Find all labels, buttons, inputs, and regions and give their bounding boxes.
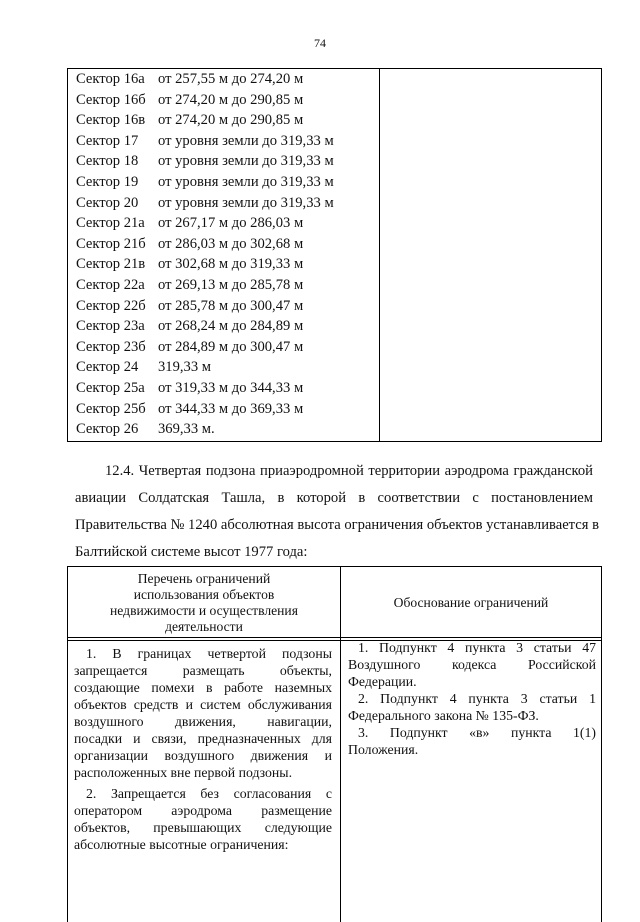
header-justification: Обоснование ограничений <box>393 595 549 610</box>
sector-name: Сектор 18 <box>76 153 139 170</box>
sector-name: Сектор 20 <box>76 194 139 211</box>
sector-height: от уровня земли до 319,33 м <box>158 153 334 170</box>
sector-height: от 269,13 м до 285,78 м <box>158 277 304 293</box>
sector-height: от 302,68 м до 319,33 м <box>158 256 304 273</box>
sector-height: от 274,20 м до 290,85 м <box>158 112 304 129</box>
cell-line: посадки и связи, предназначенных для <box>74 731 332 746</box>
restriction-item-1 <box>74 645 332 781</box>
sector-name: Сектор 22а <box>76 277 145 293</box>
page-number: 74 <box>314 36 326 50</box>
sector-height: от уровня земли до 319,33 м <box>158 174 334 190</box>
header-restrictions <box>74 571 334 635</box>
sector-height: от 284,89 м до 300,47 м <box>158 338 304 355</box>
cell-line: 3. Подпункт «в» пункта 1(1) <box>358 725 596 740</box>
cell-line: расположенных вне первой подзоны. <box>74 765 293 780</box>
paragraph-line: Балтийской системе высот 1977 года: <box>75 544 308 560</box>
paragraph-line: авиации Солдатская Ташла, в которой в соответствии с постановлением <box>75 490 593 506</box>
cell-line: запрещается размещать объекты, <box>74 663 332 678</box>
cell-line: оператором аэродрома размещение <box>74 803 332 818</box>
cell-line: 2. Запрещается без согласования с <box>86 786 332 801</box>
restrictions-table <box>67 566 602 922</box>
cell-line: объектов средств и систем обслуживания <box>74 697 332 712</box>
cell-line: Федерального закона № 135-ФЗ. <box>348 708 539 723</box>
sector-name: Сектор 24 <box>76 359 139 376</box>
table-column-divider <box>379 69 380 441</box>
sector-name: Сектор 16б <box>76 91 146 108</box>
sector-name: Сектор 21в <box>76 256 146 273</box>
sector-name: Сектор 21а <box>76 215 145 232</box>
sector-name: Сектор 19 <box>76 174 139 190</box>
sector-height: 319,33 м <box>158 359 212 376</box>
subzone-paragraph <box>75 458 599 566</box>
sector-height: от 257,55 м до 274,20 м <box>158 71 304 87</box>
sector-name: Сектор 26 <box>76 421 139 438</box>
sector-height: от 268,24 м до 284,89 м <box>158 318 304 335</box>
cell-line: создающие помехи в работе наземных <box>74 680 332 695</box>
sector-name: Сектор 22б <box>76 297 146 314</box>
header-divider <box>68 637 601 638</box>
justification-cell <box>348 639 596 758</box>
cell-line: 1. В границах четвертой подзоны <box>86 646 332 661</box>
cell-line: 1. Подпункт 4 пункта 3 статьи 47 <box>358 640 596 655</box>
sector-name: Сектор 23а <box>76 318 145 335</box>
sector-name: Сектор 21б <box>76 235 146 252</box>
cell-line: воздушного движения, навигации, <box>74 714 332 729</box>
paragraph-line: 12.4. Четвертая подзона приаэродромной территории аэродрома гражданской <box>105 463 593 479</box>
cell-line: 2. Подпункт 4 пункта 3 статьи 1 <box>358 691 596 706</box>
table-column-divider <box>340 567 341 922</box>
header-line: недвижимости и осуществления <box>110 603 298 618</box>
cell-line: Положения. <box>348 742 419 757</box>
sector-name: Сектор 16а <box>76 71 145 87</box>
cell-line: организации воздушного движения и <box>74 748 332 763</box>
sector-height: от 274,20 м до 290,85 м <box>158 91 304 108</box>
header-line: использования объектов <box>133 587 275 602</box>
sector-name: Сектор 25б <box>76 400 146 417</box>
cell-line: Федерации. <box>348 674 417 689</box>
sector-height: от 285,78 м до 300,47 м <box>158 297 304 314</box>
sector-height: от 286,03 м до 302,68 м <box>158 235 304 252</box>
paragraph-line: Правительства № 1240 абсолютная высота ограничения объектов устанавливается в <box>75 517 599 533</box>
header-line: деятельности <box>165 619 243 634</box>
cell-line: Воздушного кодекса Российской <box>348 657 596 672</box>
sector-height: от 267,17 м до 286,03 м <box>158 215 304 232</box>
sector-height: от 344,33 м до 369,33 м <box>158 400 304 417</box>
cell-line: абсолютные высотные ограничения: <box>74 837 289 852</box>
cell-line: объектов, превышающих следующие <box>74 820 332 835</box>
sector-name: Сектор 23б <box>76 338 146 355</box>
sector-height: от уровня земли до 319,33 м <box>158 194 334 211</box>
sector-name: Сектор 25а <box>76 380 145 396</box>
sector-height: 369,33 м. <box>158 421 215 438</box>
sector-height: от уровня земли до 319,33 м <box>158 132 334 149</box>
header-line: Перечень ограничений <box>137 571 271 586</box>
sector-heights-table <box>67 68 602 442</box>
restriction-item-2 <box>74 785 332 853</box>
sector-height: от 319,33 м до 344,33 м <box>158 380 304 396</box>
sector-name: Сектор 17 <box>76 132 139 149</box>
sector-name: Сектор 16в <box>76 112 146 129</box>
